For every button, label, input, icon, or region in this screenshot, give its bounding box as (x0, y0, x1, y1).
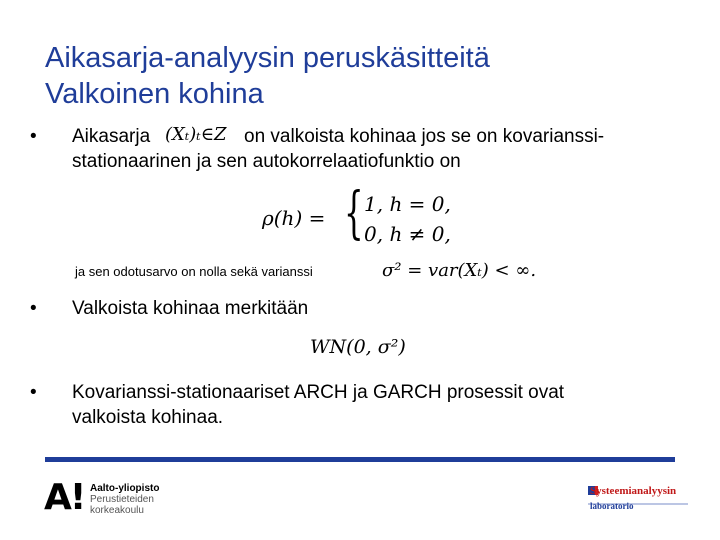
aalto-line-2: Perustieteiden (90, 494, 154, 505)
variance-text: ja sen odotusarvo on nolla sekä varianssi (75, 264, 313, 279)
bullet-1-line2: stationaarinen ja sen autokorrelaatiofunktio on (72, 151, 461, 172)
bullet-3 (30, 380, 710, 430)
case-1: 1, h = 0, (364, 192, 451, 216)
left-brace: { (344, 181, 364, 246)
bullet-1-prefix: Aikasarja (72, 126, 151, 147)
aalto-logo-text (90, 483, 159, 516)
bullet-1 (30, 124, 710, 174)
aalto-line-3: korkeakoulu (90, 505, 144, 516)
aalto-logo-icon: A! (44, 477, 85, 518)
bullet-dot: • (30, 298, 37, 319)
bullet-2 (30, 296, 710, 322)
autocorrelation-equation (262, 181, 482, 252)
sal-logo (588, 484, 688, 514)
bullet-dot: • (30, 382, 37, 403)
case-2: 0, h ≠ 0, (364, 222, 451, 246)
variance-equation: σ² = var(Xₜ) < ∞. (382, 260, 537, 281)
bullet-2-text: Valkoista kohinaa merkitään (72, 298, 309, 319)
rho-lhs: ρ(h) = (262, 206, 326, 230)
bullet-1-line1-rest: on valkoista kohinaa jos se on kovarianssi- (244, 126, 605, 147)
sal-line-2: laboratorio (590, 501, 634, 511)
bullet-3-line2: valkoista kohinaa. (72, 407, 224, 428)
bullet-dot: • (30, 126, 37, 147)
sal-line-1: Systeemianalyysin (590, 485, 677, 497)
aalto-line-1: Aalto-yliopisto (90, 483, 160, 494)
white-noise-notation: WN(0, σ²) (310, 336, 406, 358)
slide-title (45, 40, 685, 112)
bullet-3-line1: Kovarianssi-stationaariset ARCH ja GARCH prosessit ovat (72, 382, 565, 403)
title-line-2: Valkoinen kohina (45, 78, 264, 110)
series-notation: (Xₜ)ₜ∈Z (165, 124, 227, 145)
footer-divider (45, 457, 675, 462)
title-line-1: Aikasarja-analyysin peruskäsitteitä (45, 42, 490, 74)
